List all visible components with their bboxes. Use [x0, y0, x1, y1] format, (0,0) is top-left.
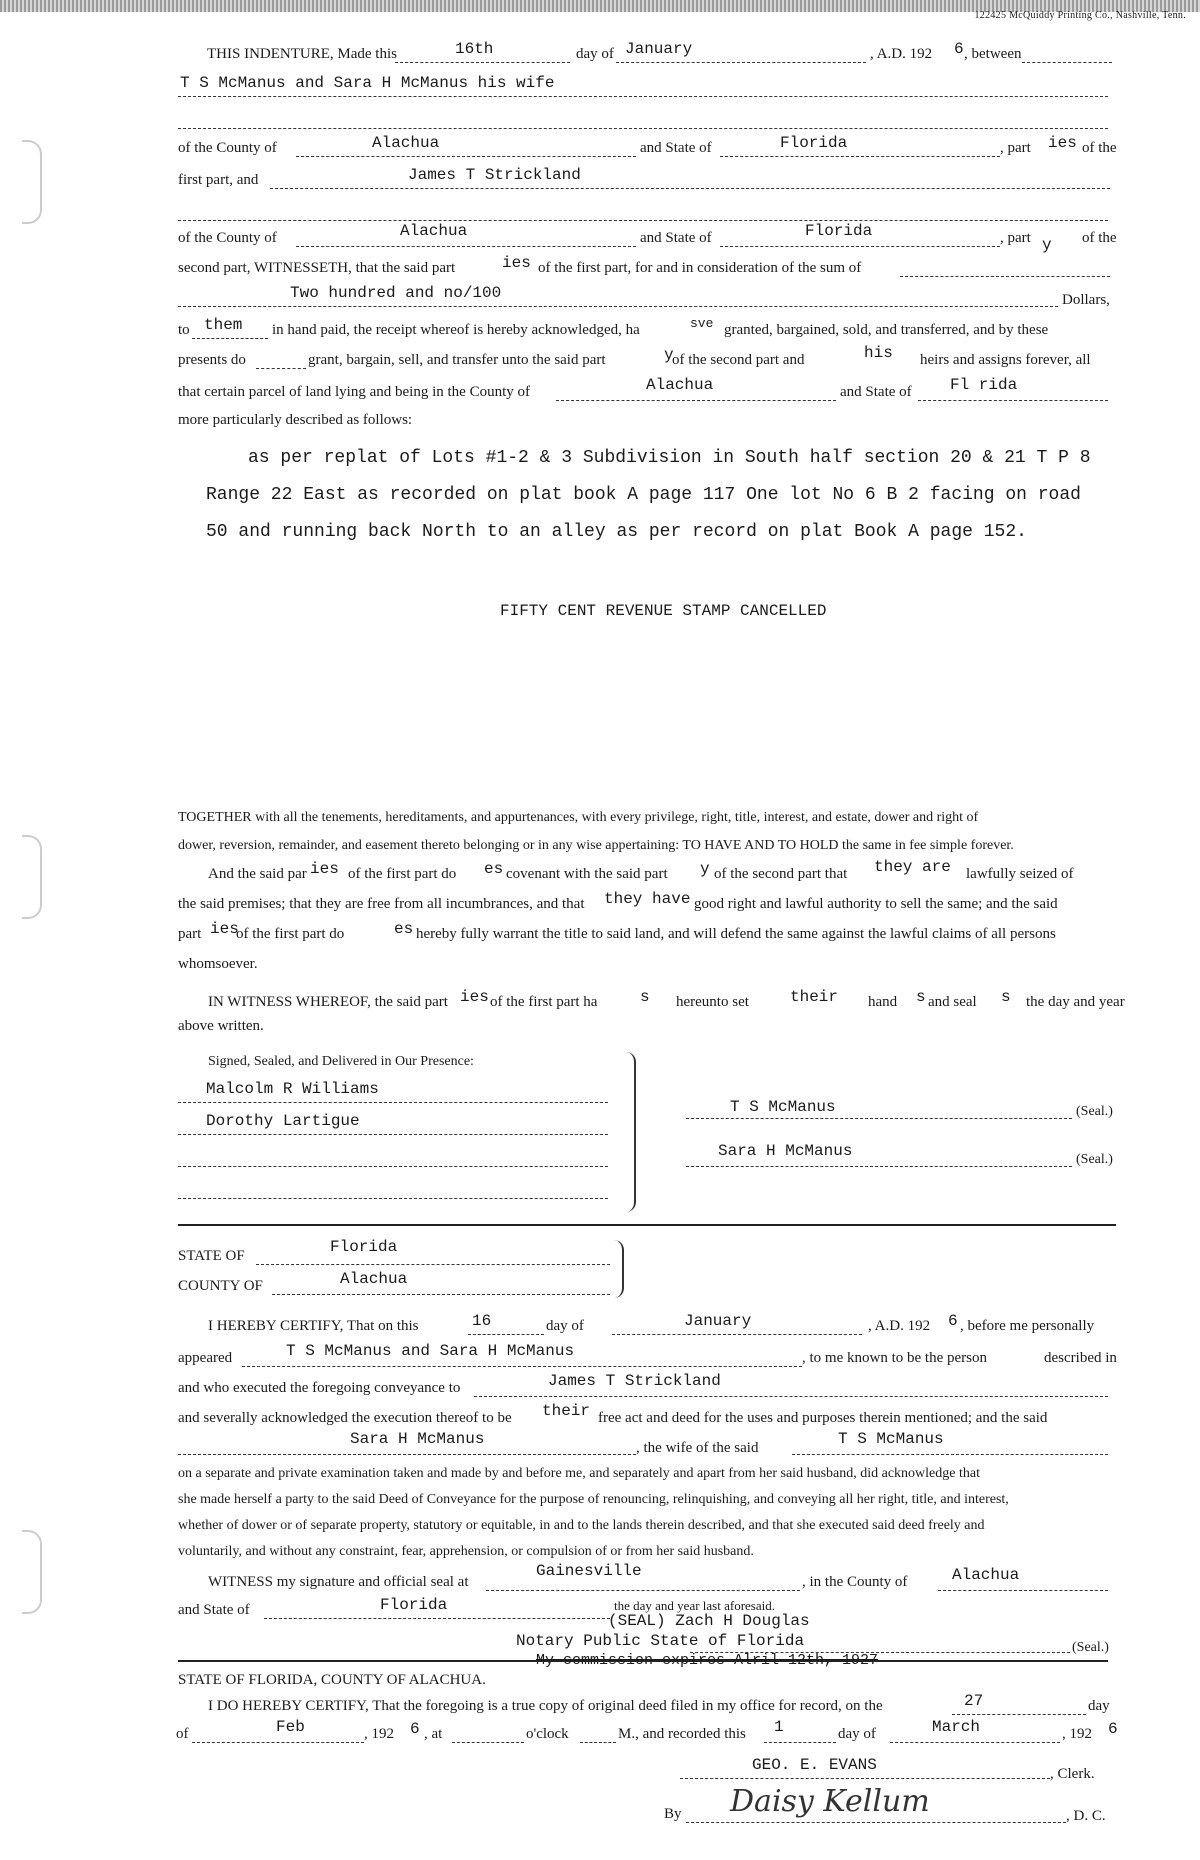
legal-description-line: 50 and running back North to an alley as per record on plat Book A page 152. [206, 522, 1027, 542]
state-second-party: Florida [805, 222, 873, 240]
label-party: , part [1000, 230, 1031, 246]
grantee: James T Strickland [408, 166, 581, 184]
venue-brace [612, 1240, 624, 1298]
ack-text: and who executed the foregoing conveyance to [178, 1380, 461, 1396]
label-ad: , A.D. 192 [868, 1318, 931, 1334]
together-clause: TOGETHER with all the tenements, hereditaments, and appurtenances, with every privilege, right, title, interest, and estate, dower and right of [178, 810, 979, 825]
recording-text: M., and recorded this [618, 1726, 746, 1742]
label-county: of the County of [178, 140, 277, 156]
label-dayof: day of [546, 1318, 584, 1334]
paid-to: them [204, 316, 243, 334]
ack-text: she made herself a party to the said Deed of Conveyance for the purpose of renouncing, relinquishing, and conveying all her right, title, and interest, [178, 1492, 1009, 1507]
party-suffix: ies [1048, 134, 1077, 152]
recorded-day: 1 [774, 1718, 784, 1736]
ack-text: WITNESS my signature and official seal at [208, 1574, 469, 1590]
label-to: to [178, 322, 190, 338]
label-state-of: STATE OF [178, 1248, 245, 1264]
blank-line [938, 1590, 1108, 1591]
presents-text: presents do [178, 352, 246, 368]
have-suffix: sve [690, 316, 714, 331]
label-party: , part [1000, 140, 1031, 156]
blank-line [178, 1198, 608, 1199]
party-suffix: ies [460, 988, 489, 1006]
label-of: of [176, 1726, 189, 1742]
witnesseth-text: second part, WITNESSETH, that the said part [178, 260, 456, 276]
ack-husband: T S McManus [838, 1430, 944, 1448]
label-day: day [1088, 1698, 1110, 1714]
party-suffix: s [916, 988, 926, 1006]
blank-line [178, 1166, 608, 1167]
ack-text: voluntarily, and without any constraint, fear, apprehension, or compulsion of or from her said husband. [178, 1544, 754, 1559]
section-divider [178, 1224, 1116, 1226]
ack-text: , to me known to be the person [802, 1350, 987, 1366]
blank-line [764, 1742, 836, 1743]
ack-county: Alachua [340, 1270, 408, 1288]
blank-line [178, 1102, 608, 1103]
label-county: of the County of [178, 230, 277, 246]
blank-line [474, 1396, 1108, 1397]
blank-line [270, 188, 1110, 189]
blank-line [918, 400, 1108, 401]
blank-line [178, 1454, 636, 1455]
party-suffix: ies [210, 920, 239, 938]
label-by: By [664, 1806, 682, 1822]
ack-text: , in the County of [802, 1574, 908, 1590]
ack-text: , before me personally [960, 1318, 1095, 1334]
legal-description-line: as per replat of Lots #1-2 & 3 Subdivision in South half section 20 & 21 T P 8 [248, 448, 1091, 468]
seal-label: (Seal.) [1076, 1104, 1113, 1119]
section-divider [178, 1660, 1108, 1662]
blank-line [616, 62, 866, 63]
ack-text: and severally acknowledged the execution thereof to be [178, 1410, 512, 1426]
seal-label: (Seal.) [1072, 1640, 1109, 1655]
blank-line [178, 1134, 608, 1135]
blank-line [192, 1742, 364, 1743]
covenant-text: hereby fully warrant the title to said land, and will defend the same against the lawful claims of all persons [416, 926, 1056, 942]
blank-line [242, 1366, 802, 1367]
presence-heading: Signed, Sealed, and Delivered in Our Presence: [208, 1054, 474, 1069]
blank-line [178, 220, 1108, 221]
label-dayof: day of [576, 46, 614, 62]
party-suffix: s [640, 988, 650, 1006]
ack-text: the day and year last aforesaid. [614, 1598, 775, 1613]
witness-clause: and seal [928, 994, 977, 1010]
county-first-party: Alachua [372, 134, 440, 152]
blank-line [452, 1742, 524, 1743]
party-suffix: es [394, 920, 414, 938]
blank-line [296, 246, 636, 247]
ack-text: on a separate and private examination taken and made by and before me, and separately and apart from her said husband, did acknowledge that [178, 1466, 980, 1481]
seal-label: (Seal.) [1076, 1152, 1113, 1167]
state-first-party: Florida [780, 134, 848, 152]
party-suffix: s [1001, 988, 1011, 1006]
label-and-state: and State of [178, 1602, 250, 1618]
consideration-sum: Two hundred and no/100 [290, 284, 502, 302]
signature-line [680, 1778, 1050, 1779]
covenant-they-have: they have [604, 890, 691, 908]
signature-line [686, 1166, 1072, 1167]
blank-line [192, 338, 268, 339]
covenant-text: the said premises; that they are free from all incumbrances, and that [178, 896, 585, 912]
covenant-text: lawfully seized of [966, 866, 1074, 882]
receipt-text: in hand paid, the receipt whereof is hereby acknowledged, ha [272, 322, 640, 338]
notary-commission: My commission expires Alril 12th, 1927 [536, 1652, 879, 1669]
recorded-year: 6 [1108, 1720, 1118, 1738]
blank-line [556, 400, 836, 401]
witness-clause: hereunto set [676, 994, 749, 1010]
ack-persons: T S McManus and Sara H McManus [286, 1342, 575, 1360]
blank-line [580, 1742, 616, 1743]
grantor-signature: Sara H McManus [718, 1142, 853, 1160]
covenant-text: whomsoever. [178, 956, 258, 972]
county-second-party: Alachua [400, 222, 468, 240]
deed-day: 16th [455, 40, 494, 58]
witness-brace [624, 1052, 636, 1212]
recording-heading: STATE OF FLORIDA, COUNTY OF ALACHUA. [178, 1672, 486, 1688]
legal-description-line: Range 22 East as recorded on plat book A page 117 One lot No 6 B 2 facing on road [206, 485, 1081, 505]
party-suffix: ies [502, 254, 531, 272]
ack-grantee: James T Strickland [548, 1372, 721, 1390]
ack-year-digit: 6 [948, 1312, 958, 1330]
second-part-text: of the second part and [672, 352, 805, 368]
witness-clause: of the first part ha [490, 994, 598, 1010]
blank-line [395, 62, 570, 63]
covenant-text: part [178, 926, 202, 942]
filed-month: Feb [276, 1718, 305, 1736]
grantors: T S McManus and Sara H McManus his wife [180, 74, 555, 92]
binder-hole-mark [22, 140, 42, 224]
notary-seal-name: (SEAL) Zach H Douglas [608, 1612, 810, 1630]
witness-name: Malcolm R Williams [206, 1080, 379, 1098]
deed-year-digit: 6 [954, 40, 964, 58]
binder-hole-mark [22, 835, 42, 919]
covenant-text: And the said par [208, 866, 307, 882]
blank-line [792, 1454, 1108, 1455]
label-appeared: appeared [178, 1350, 233, 1366]
label-of-the: of the [1082, 230, 1117, 246]
blank-line [178, 128, 1108, 129]
label-dayof: day of [838, 1726, 876, 1742]
party-suffix: y [1042, 236, 1052, 254]
covenant-text: good right and lawful authority to sell the same; and the said [694, 896, 1058, 912]
label-dc: , D. C. [1066, 1808, 1106, 1824]
ack-month: January [684, 1312, 752, 1330]
label-yr: , 192 [1062, 1726, 1092, 1742]
witness-clause: IN WITNESS WHEREOF, the said part [208, 994, 448, 1010]
revenue-stamp-note: FIFTY CENT REVENUE STAMP CANCELLED [500, 602, 827, 620]
blank-line [952, 1714, 1086, 1715]
ack-county-2: Alachua [952, 1566, 1020, 1584]
blank-line [720, 156, 1000, 157]
heirs-text: heirs and assigns forever, all [920, 352, 1091, 368]
covenant-text: of the first part do [348, 866, 457, 882]
covenant-text: covenant with the said part [506, 866, 668, 882]
printer-imprint: 122425 McQuiddy Printing Co., Nashville, Tenn. [974, 10, 1186, 21]
ack-text: whether of dower or of separate property, statutory or equitable, in and to the lands therein described, and that she executed said deed freely and [178, 1518, 985, 1533]
label-first-part: first part, and [178, 172, 259, 188]
granted-text: granted, bargained, sold, and transferred, and by these [724, 322, 1049, 338]
clerk-name: GEO. E. EVANS [752, 1756, 877, 1774]
binder-hole-mark [22, 1530, 42, 1614]
filed-day: 27 [964, 1692, 984, 1710]
blank-line [264, 1618, 610, 1619]
blank-line [468, 1334, 544, 1335]
label-of-the: of the [1082, 140, 1117, 156]
ack-day: 16 [472, 1312, 492, 1330]
described-text: more particularly described as follows: [178, 412, 413, 428]
witness-clause: the day and year [1026, 994, 1125, 1010]
parcel-text: that certain parcel of land lying and being in the County of [178, 384, 530, 400]
label-state: and State of [840, 384, 912, 400]
party-suffix: ies [310, 860, 339, 878]
notary-title: Notary Public State of Florida [516, 1632, 805, 1650]
ack-their: their [542, 1402, 591, 1420]
deed-month: January [625, 40, 693, 58]
signature-line [686, 1822, 1066, 1823]
consideration-text: of the first part, for and in consideration of the sum of [538, 260, 862, 276]
label-oclock: o'clock [526, 1726, 569, 1742]
witness-clause: above written. [178, 1018, 264, 1034]
blank-line [486, 1590, 800, 1591]
parcel-county: Alachua [646, 376, 714, 394]
recorded-month: March [932, 1718, 981, 1736]
label-dollars: Dollars, [1062, 292, 1110, 308]
ack-text: I HEREBY CERTIFY, That on this [208, 1318, 419, 1334]
grant-text: grant, bargain, sell, and transfer unto the said part [308, 352, 606, 368]
ack-state: Florida [330, 1238, 398, 1256]
label-yr: , 192 [364, 1726, 394, 1742]
ack-text: free act and deed for the uses and purposes therein mentioned; and the said [598, 1410, 1048, 1426]
party-suffix: y [664, 346, 674, 364]
witness-their: their [790, 988, 839, 1006]
party-suffix: es [484, 860, 504, 878]
together-clause: dower, reversion, remainder, and easement thereto belonging or in any wise appertaining: TO HAVE AND TO HOLD the same in fee simple forever. [178, 838, 1014, 853]
blank-line [612, 1334, 862, 1335]
blank-line [256, 368, 306, 369]
blank-line [256, 1264, 610, 1265]
ack-city: Gainesville [536, 1562, 642, 1580]
ack-text: , the wife of the said [636, 1440, 759, 1456]
label-ad: , A.D. 192 [870, 46, 933, 62]
label-state: and State of [640, 140, 712, 156]
blank-line [890, 1742, 1060, 1743]
deputy-clerk-signature: Daisy Kellum [730, 1784, 930, 1819]
label-state: and State of [640, 230, 712, 246]
signature-line [686, 1118, 1072, 1119]
blank-line [1022, 62, 1112, 63]
party-suffix: y [700, 860, 710, 878]
recording-text: I DO HEREBY CERTIFY, That the foregoing is a true copy of original deed filed in my office for record, on the [208, 1698, 883, 1714]
covenant-text: of the first part do [236, 926, 345, 942]
blank-line [178, 96, 1108, 97]
label-at: , at [424, 1726, 443, 1742]
filed-year: 6 [410, 1720, 420, 1738]
indenture-intro: THIS INDENTURE, Made this [207, 46, 397, 62]
witness-clause: hand [868, 994, 898, 1010]
label-county-of: COUNTY OF [178, 1278, 263, 1294]
blank-line [900, 276, 1110, 277]
label-clerk: , Clerk. [1050, 1766, 1095, 1782]
witness-name: Dorothy Lartigue [206, 1112, 360, 1130]
label-between: , between [964, 46, 1022, 62]
blank-line [272, 1294, 610, 1295]
grantor-signature: T S McManus [730, 1098, 836, 1116]
covenant-they-are: they are [874, 858, 951, 876]
covenant-text: of the second part that [714, 866, 848, 882]
parcel-state: Fl rida [950, 376, 1018, 394]
heirs-pronoun: his [864, 344, 893, 362]
ack-wife: Sara H McManus [350, 1430, 485, 1448]
blank-line [178, 306, 1058, 307]
blank-line [720, 246, 1000, 247]
ack-state-2: Florida [380, 1596, 448, 1614]
blank-line [296, 156, 636, 157]
ack-text: described in [1044, 1350, 1117, 1366]
